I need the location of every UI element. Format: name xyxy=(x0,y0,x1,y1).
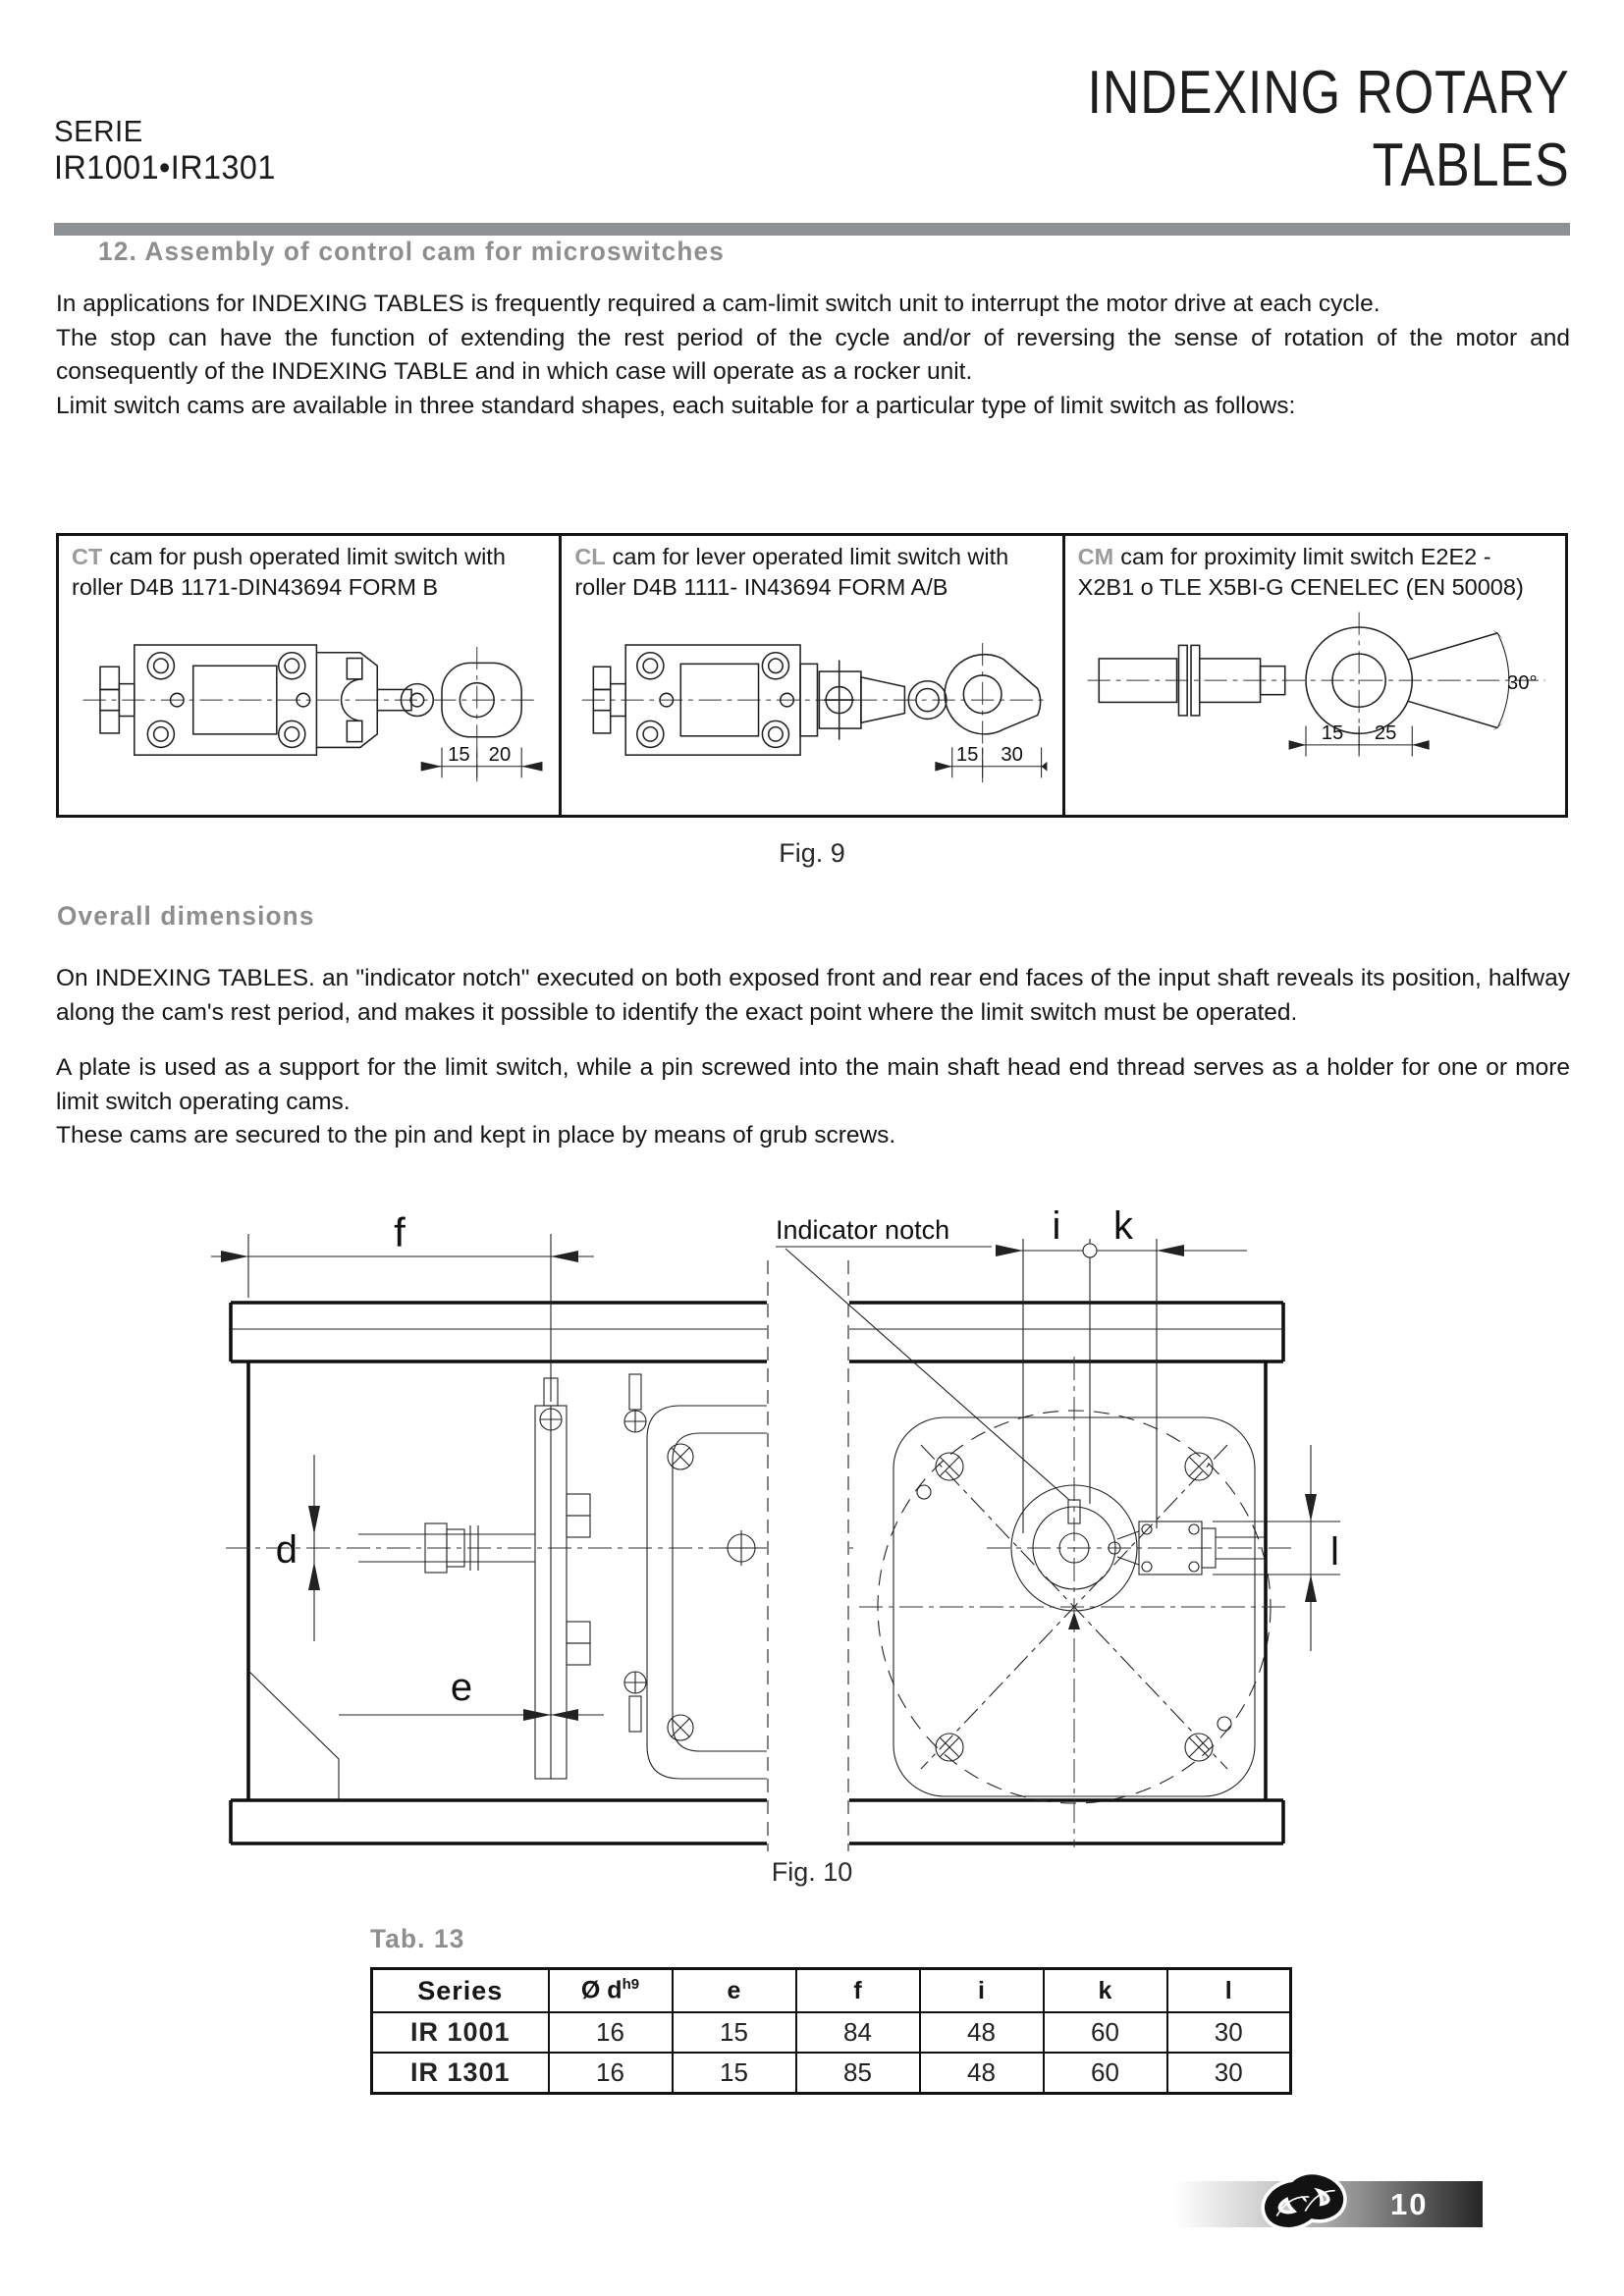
dim-label-d: d xyxy=(275,1528,298,1572)
indicator-notch-label: Indicator notch xyxy=(776,1215,950,1245)
paragraph: In applications for INDEXING TABLES is frequently required a cam-limit switch unit to interrupt the motor drive at each cycle. xyxy=(56,291,1380,317)
dim-label-l: l xyxy=(1330,1530,1339,1574)
series-label: SERIE xyxy=(54,114,143,148)
page-title-line2: TABLES xyxy=(1373,132,1570,199)
cl-dim-left: 15 xyxy=(956,743,979,766)
cm-code: CM xyxy=(1077,544,1114,569)
col-header-d-sup: h9 xyxy=(622,1976,640,1994)
cm-cam-description xyxy=(1078,542,1552,602)
table-row xyxy=(372,2012,1291,2053)
cell-value: 48 xyxy=(920,2012,1044,2053)
page-title-line1: INDEXING ROTARY xyxy=(1087,59,1570,127)
tab13-table xyxy=(370,1967,1292,2095)
page-title xyxy=(1088,57,1570,202)
paragraph: Limit switch cams are available in three standard shapes, each suitable for a particular type of limit switch as follows: xyxy=(56,392,1296,419)
cell-series: IR 1301 xyxy=(372,2053,549,2094)
col-header-d xyxy=(549,1969,673,2013)
section-heading: 12. Assembly of control cam for microswitches xyxy=(98,237,725,266)
cl-cam-drawing xyxy=(574,602,1049,803)
header-divider xyxy=(54,223,1570,236)
overall-paragraphs xyxy=(56,962,1570,1153)
ct-cam-drawing xyxy=(72,602,546,803)
table-header-row xyxy=(372,1969,1291,2013)
tab13-heading: Tab. 13 xyxy=(370,1924,465,1953)
overall-heading: Overall dimensions xyxy=(57,901,315,931)
cell-value: 85 xyxy=(796,2053,920,2094)
fig9-caption: Fig. 9 xyxy=(779,838,845,868)
cl-dim-right: 30 xyxy=(1001,743,1024,766)
section-paragraphs xyxy=(56,288,1570,423)
cl-code: CL xyxy=(574,544,606,569)
dim-label-e: e xyxy=(450,1666,473,1709)
cell-value: 84 xyxy=(796,2012,920,2053)
cm-dim-left: 15 xyxy=(1321,722,1344,745)
fig10-overall-dimensions-drawing xyxy=(211,1209,1370,1853)
cm-angle: 30° xyxy=(1506,671,1538,694)
col-header-d-text: Ø d xyxy=(580,1976,623,2004)
ct-dim-left: 15 xyxy=(448,743,470,766)
cell-value: 48 xyxy=(920,2053,1044,2094)
fig10-caption: Fig. 10 xyxy=(771,1857,853,1887)
ct-cam-description xyxy=(72,542,546,602)
cl-text: cam for lever operated limit switch with roller D4B 1111- IN43694 FORM A/B xyxy=(574,544,1009,600)
dim-label-k: k xyxy=(1113,1209,1133,1248)
col-header-f: f xyxy=(796,1969,920,2013)
paragraph: These cams are secured to the pin and kept in place by means of grub screws. xyxy=(56,1122,896,1148)
col-header-i: i xyxy=(920,1969,1044,2013)
paragraph: The stop can have the function of extending the rest period of the cycle and/or of reversing the sense of rotation of the motor and consequently of the INDEXING TABLE and in which case will operate as a rocker unit. xyxy=(56,324,1570,385)
cell-value: 60 xyxy=(1044,2053,1167,2094)
cl-cam-cell xyxy=(559,533,1064,818)
cm-text: cam for proximity limit switch E2E2 - X2B1 o TLE X5BI-G CENELEC (EN 50008) xyxy=(1077,544,1524,600)
cell-value: 16 xyxy=(549,2053,673,2094)
ct-text: cam for push operated limit switch with roller D4B 1171-DIN43694 FORM B xyxy=(72,544,506,600)
cell-value: 15 xyxy=(673,2053,796,2094)
cell-value: 15 xyxy=(673,2012,796,2053)
col-header-k: k xyxy=(1044,1969,1167,2013)
series-models: IR1001•IR1301 xyxy=(54,149,276,187)
brand-logo-icon xyxy=(1253,2154,1355,2248)
cm-cam-cell xyxy=(1062,533,1568,818)
cl-cam-description xyxy=(574,542,1049,602)
cell-value: 30 xyxy=(1167,2012,1291,2053)
col-header-series: Series xyxy=(372,1969,549,2013)
ct-dim-right: 20 xyxy=(488,743,512,766)
fig9-cam-boxes xyxy=(56,533,1568,818)
page-number: 10 xyxy=(1390,2187,1429,2221)
cm-cam-drawing xyxy=(1078,602,1552,769)
dim-label-f: f xyxy=(394,1209,406,1255)
cell-series: IR 1001 xyxy=(372,2012,549,2053)
paragraph: A plate is used as a support for the limit switch, while a pin screwed into the main shaft head end thread serves as a holder for one or more limit switch operating cams. xyxy=(56,1054,1570,1115)
col-header-l: l xyxy=(1167,1969,1291,2013)
dim-label-i: i xyxy=(1052,1209,1061,1248)
col-header-e: e xyxy=(673,1969,796,2013)
paragraph: On INDEXING TABLES. an "indicator notch" executed on both exposed front and rear end faces of the input shaft reveals its position, halfway along the cam's rest period, and makes it possible to identify the exact point where the limit switch must be operated. xyxy=(56,965,1570,1026)
table-row xyxy=(372,2053,1291,2094)
ct-code: CT xyxy=(72,544,103,569)
cell-value: 30 xyxy=(1167,2053,1291,2094)
cell-value: 60 xyxy=(1044,2012,1167,2053)
cm-dim-right: 25 xyxy=(1374,722,1397,745)
cell-value: 16 xyxy=(549,2012,673,2053)
ct-cam-cell xyxy=(56,533,562,818)
